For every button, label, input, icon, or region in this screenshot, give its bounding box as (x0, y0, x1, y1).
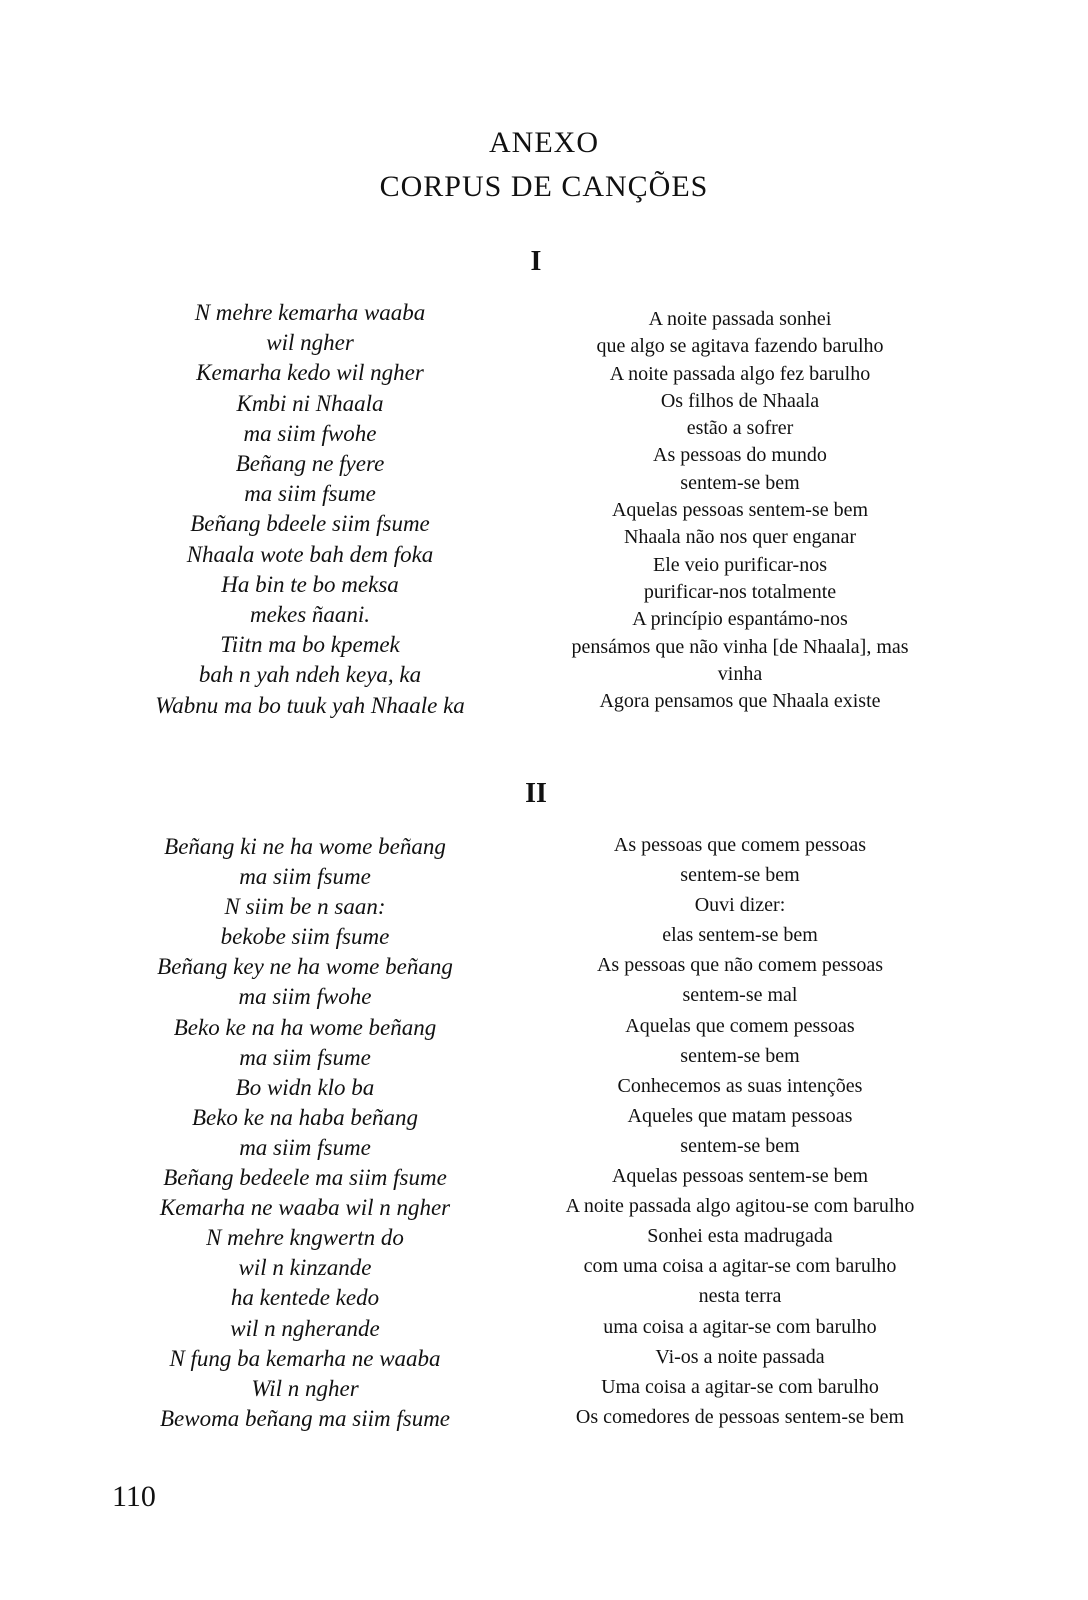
verse-line: A noite passada algo fez barulho (609, 362, 871, 385)
verse-line: Tiitn ma bo kpemek (220, 632, 400, 658)
verse-line: wil ngher (266, 330, 354, 356)
verse-line: sentem-se mal (682, 984, 798, 1007)
verse-line: Beko ke na ha wome beñang (173, 1014, 437, 1040)
verse-line: Bewoma beñang ma siim fsume (159, 1405, 451, 1431)
verse-line: wil n ngherande (230, 1315, 380, 1341)
verse-line: Os filhos de Nhaala (660, 389, 820, 412)
verse-line: A princípio espantámo-nos (632, 608, 848, 631)
verse-line: pensámos que não vinha [de Nhaala], mas (571, 635, 909, 658)
verse-line: sentem-se bem (680, 1134, 800, 1157)
verse-line: sentem-se bem (680, 471, 800, 494)
verse-line: sentem-se bem (680, 864, 800, 887)
verse-line: Os comedores de pessoas sentem-se bem (575, 1405, 905, 1428)
verse-line: Beñang key ne ha wome beñang (157, 954, 453, 980)
verse-line: Kemarha ne waaba wil n ngher (159, 1195, 451, 1221)
verse-line: uma coisa a agitar-se com barulho (603, 1315, 877, 1338)
verse-line: Uma coisa a agitar-se com barulho (601, 1375, 879, 1398)
verse-line: mekes ñaani. (249, 602, 371, 628)
verse-line: nesta terra (698, 1285, 782, 1308)
verse-line: Beñang ne fyere (235, 451, 385, 477)
song-2-translation (505, 830, 975, 1432)
section-numeral-1: I (530, 246, 542, 277)
verse-line: ma siim fwohe (238, 984, 372, 1010)
verse-line: wil n kinzande (238, 1255, 372, 1281)
verse-line: vinha (717, 662, 763, 685)
verse-line: ma siim fwohe (243, 420, 377, 446)
verse-line: Nhaala não nos quer enganar (623, 526, 857, 549)
page-subtitle: CORPUS DE CANÇÕES (379, 170, 709, 203)
verse-line: Conhecemos as suas intenções (617, 1074, 863, 1097)
verse-line: N mehre kemarha waaba (194, 300, 426, 325)
song-1-translation (520, 306, 960, 715)
verse-line: Beñang bedeele ma siim fsume (163, 1165, 447, 1191)
verse-line: ha kentede kedo (230, 1285, 380, 1311)
verse-line: N fung ba kemarha ne waaba (169, 1345, 441, 1371)
verse-line: Beko ke na haba beñang (191, 1104, 419, 1130)
verse-line: Vi-os a noite passada (655, 1345, 825, 1368)
verse-line: Ouvi dizer: (694, 894, 786, 917)
verse-line: As pessoas que comem pessoas (613, 834, 867, 856)
verse-line: ma siim fsume (239, 1134, 371, 1160)
section-numeral-2: II (525, 778, 547, 809)
verse-line: A noite passada algo agitou-se com barulho (565, 1195, 915, 1218)
verse-line: purificar-nos totalmente (643, 580, 837, 603)
song-2-original-lyrics (100, 832, 510, 1434)
verse-line: N siim be n saan: (224, 894, 386, 920)
verse-line: com uma coisa a agitar-se com barulho (583, 1255, 897, 1278)
verse-line: Bo widn klo ba (235, 1074, 375, 1100)
verse-line: Aqueles que matam pessoas (627, 1104, 853, 1127)
verse-line: Kemarha kedo wil ngher (196, 360, 424, 386)
page-number: 110 (112, 1480, 156, 1513)
verse-line: bah n yah ndeh keya, ka (198, 662, 422, 688)
verse-line: estão a sofrer (686, 417, 794, 440)
verse-line: ma siim fsume (239, 1044, 371, 1070)
verse-line: As pessoas do mundo (653, 444, 827, 467)
verse-line: A noite passada sonhei (648, 308, 832, 330)
verse-line: Aquelas pessoas sentem-se bem (611, 1165, 869, 1188)
verse-line: Aquelas pessoas sentem-se bem (611, 499, 869, 522)
verse-line: N mehre kngwertn do (206, 1225, 404, 1251)
verse-line: Agora pensamos que Nhaala existe (599, 690, 881, 713)
verse-line: Beñang ki ne ha wome beñang (164, 834, 446, 859)
verse-line: Ele veio purificar-nos (653, 553, 827, 576)
song-1-original-lyrics (110, 298, 510, 721)
verse-line: Beñang bdeele siim fsume (190, 511, 430, 537)
verse-line: sentem-se bem (680, 1044, 800, 1067)
verse-line: Aquelas que comem pessoas (625, 1014, 855, 1037)
page-title: ANEXO (489, 126, 599, 159)
verse-line: que algo se agitava fazendo barulho (596, 335, 884, 358)
verse-line: elas sentem-se bem (662, 924, 818, 947)
verse-line: As pessoas que não comem pessoas (596, 954, 884, 977)
verse-line: ma siim fsume (239, 864, 371, 890)
verse-line: Nhaala wote bah dem foka (186, 541, 434, 567)
verse-line: bekobe siim fsume (220, 924, 390, 950)
verse-line: Wil n ngher (251, 1375, 359, 1401)
verse-line: Wabnu ma bo tuuk yah Nhaale ka (155, 692, 465, 718)
verse-line: Kmbi ni Nhaala (236, 390, 384, 416)
verse-line: Ha bin te bo meksa (221, 571, 399, 597)
verse-line: Sonhei esta madrugada (647, 1225, 833, 1248)
verse-line: ma siim fsume (244, 481, 376, 507)
